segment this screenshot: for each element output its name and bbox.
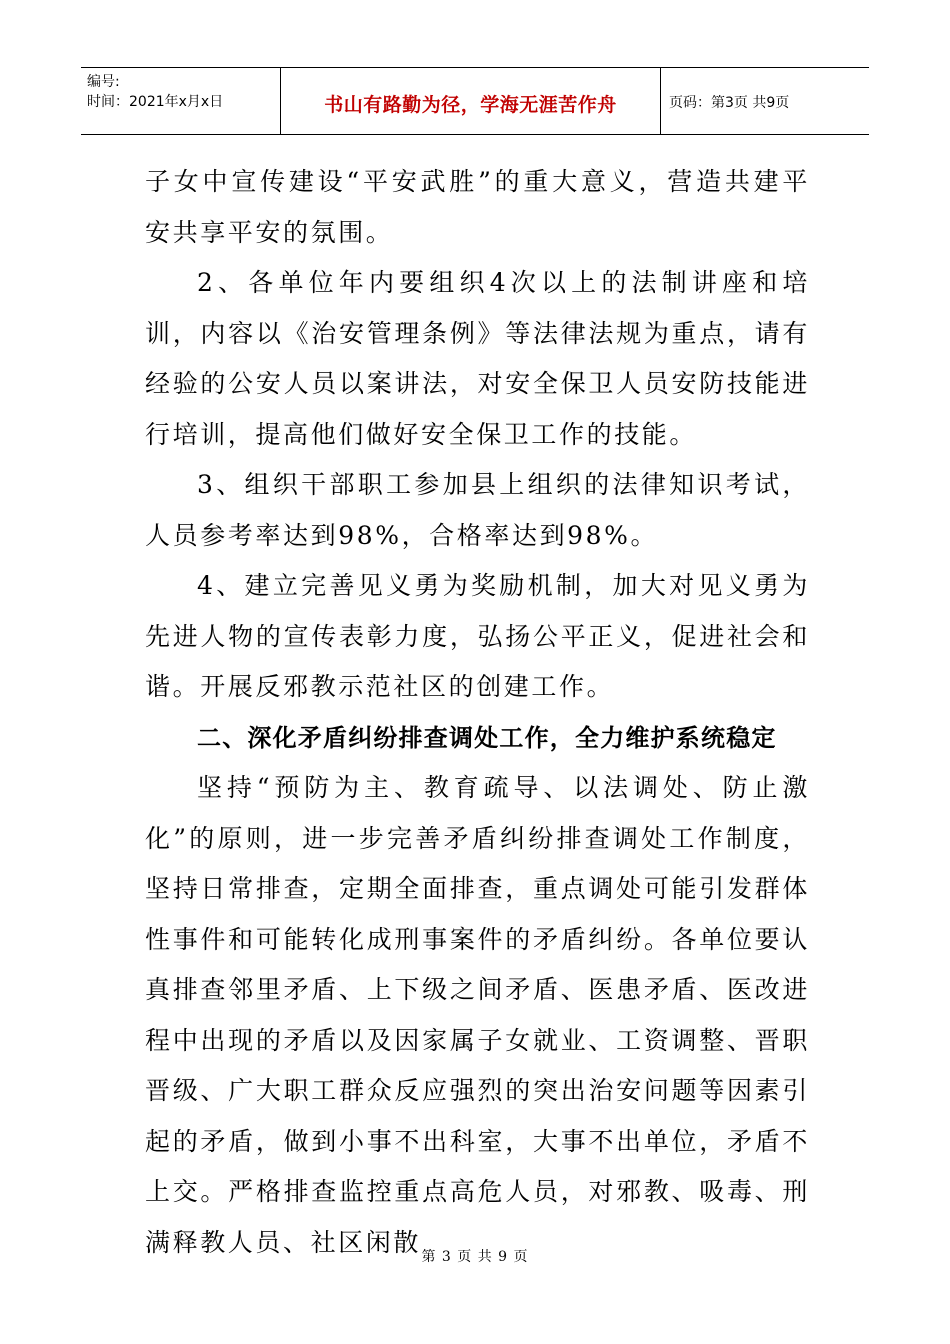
header-motto-cell — [281, 68, 661, 134]
document-body — [145, 157, 810, 1268]
document-number-label: 编号: — [87, 74, 120, 90]
header-page-info: 页码：第3页 共9页 — [669, 95, 790, 111]
section-heading-2: 二、深化矛盾纠纷排查调处工作，全力维护系统稳定 — [197, 723, 777, 752]
paragraph-continuation: 子女中宣传建设“平安武胜”的重大意义，营造共建平安共享平安的氛围。 — [145, 167, 810, 247]
paragraph-item-2: 2、各单位年内要组织4次以上的法制讲座和培训，内容以《治安管理条例》等法律法规为重点，请有经验的公安人员以案讲法，对安全保卫人员安防技能进行培训，提高他们做好安全保卫工作的技能。 — [145, 268, 810, 449]
header-meta — [81, 68, 281, 134]
paragraph-item-4: 4、建立完善见义勇为奖励机制，加大对见义勇为先进人物的宣传表彰力度，弘扬公平正义，促进社会和谐。开展反邪教示范社区的创建工作。 — [145, 571, 810, 701]
document-header — [81, 67, 869, 135]
paragraph-section-2: 坚持“预防为主、教育疏导、以法调处、防止激化”的原则，进一步完善矛盾纠纷排查调处工作制度，坚持日常排查，定期全面排查，重点调处可能引发群体性事件和可能转化成刑事案件的矛盾纠纷。各单位要认真排查邻里矛盾、上下级之间矛盾、医患矛盾、医改进程中出现的矛盾以及因家属子女就业、工资调整、晋职晋级、广大职工群众反应强烈的突出治安问题等因素引起的矛盾，做到小事不出科室，大事不出单位，矛盾不上交。严格排查监控重点高危人员，对邪教、吸毒、刑满释教人员、社区闲散 — [145, 773, 810, 1257]
header-motto: 书山有路勤为径，学海无涯苦作舟 — [324, 93, 617, 116]
document-date: 时间：2021年x月x日 — [87, 94, 224, 110]
header-page-cell — [661, 68, 869, 134]
page-footer: 第 3 页 共 9 页 — [421, 1249, 529, 1265]
paragraph-item-3: 3、组织干部职工参加县上组织的法律知识考试，人员参考率达到98%，合格率达到98%。 — [145, 470, 810, 550]
